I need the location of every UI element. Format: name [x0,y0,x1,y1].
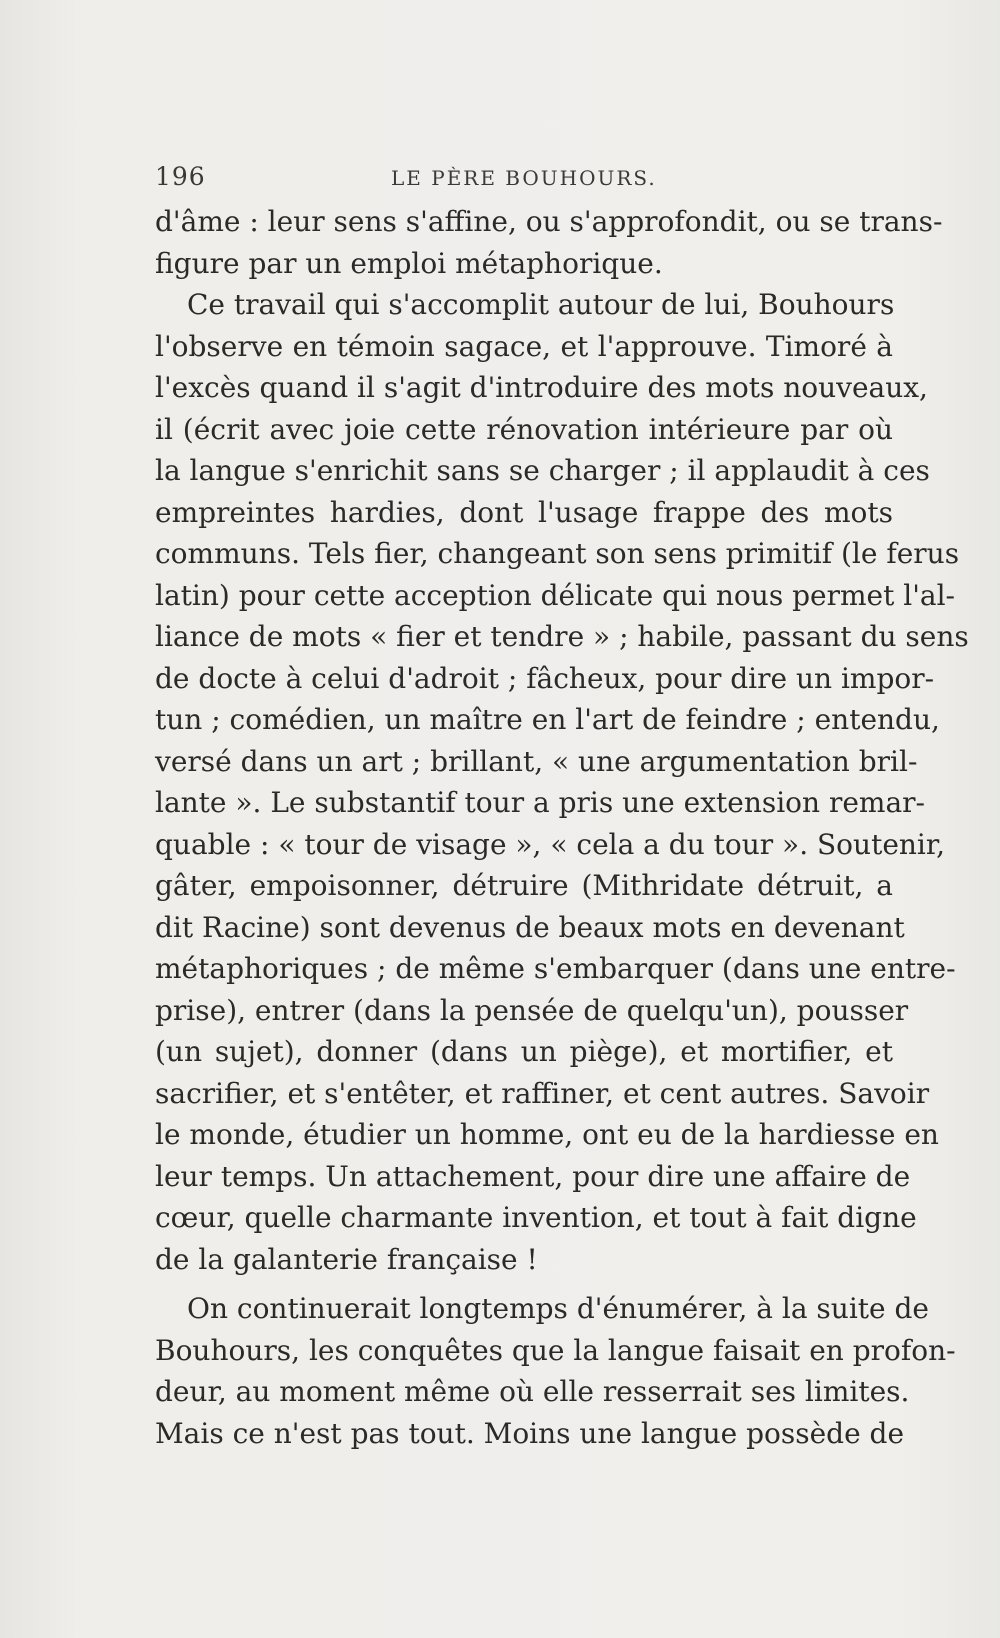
text-line: figure par un emploi métaphorique. [155,246,663,280]
text-line: sacrifier, et s'entêter, et raffiner, et cent autres. Savoir [155,1076,930,1110]
paragraph-gap [155,1280,893,1288]
text-line: Bouhours, les conquêtes que la langue faisait en profon- [155,1333,956,1367]
text-line: lante ». Le substantif tour a pris une extension remar- [155,786,926,819]
text-line: communs. Tels fier, changeant son sens primitif (le ferus [155,537,960,570]
text-line: prise), entrer (dans la pensée de quelqu'un), pousser [155,993,909,1027]
page-number: 196 [155,162,206,191]
text-line: Mais ce n'est pas tout. Moins une langue possède de [155,1416,905,1450]
text-line: gâter, empoisonner, détruire (Mithridate détruit, a [155,869,893,902]
text-line: (un sujet), donner (dans un piège), et mortifier, et [155,1035,893,1068]
text-line: On continuerait longtemps d'énumérer, à la suite de [187,1292,929,1325]
text-line: Ce travail qui s'accomplit autour de lui, Bouhours [187,288,895,321]
text-line: deur, au moment même où elle resserrait ses limites. [155,1375,910,1408]
text-line: latin) pour cette acception délicate qui nous permet l'al- [155,578,956,612]
text-line: de docte à celui d'adroit ; fâcheux, pour dire un impor- [155,661,935,695]
text-line: métaphoriques ; de même s'embarquer (dans une entre- [155,952,956,985]
text-line: cœur, quelle charmante invention, et tout à fait digne [155,1201,917,1234]
text-line: d'âme : leur sens s'affine, ou s'approfondit, ou se trans- [155,205,943,238]
text-line: versé dans un art ; brillant, « une argumentation bril- [155,744,918,778]
running-title: LE PÈRE BOUHOURS. [391,166,657,190]
text-line: empreintes hardies, dont l'usage frappe des mots [155,495,893,529]
body-text [155,201,969,1454]
text-line: la langue s'enrichit sans se charger ; il applaudit à ces [155,454,930,487]
text-line: leur temps. Un attachement, pour dire une affaire de [155,1159,911,1193]
text-line: dit Racine) sont devenus de beaux mots en devenant [155,910,905,944]
text-line: le monde, étudier un homme, ont eu de la hardiesse en [155,1118,939,1151]
text-line: tun ; comédien, un maître en l'art de feindre ; entendu, [155,703,940,736]
text-line: l'excès quand il s'agit d'introduire des mots nouveaux, [155,371,928,404]
text-line: quable : « tour de visage », « cela a du tour ». Soutenir, [155,827,946,861]
text-line: liance de mots « fier et tendre » ; habile, passant du sens [155,620,969,653]
text-line: il (écrit avec joie cette rénovation intérieure par où [155,412,893,446]
text-line: de la galanterie française ! [155,1242,538,1276]
text-line: l'observe en témoin sagace, et l'approuve. Timoré à [155,329,893,363]
